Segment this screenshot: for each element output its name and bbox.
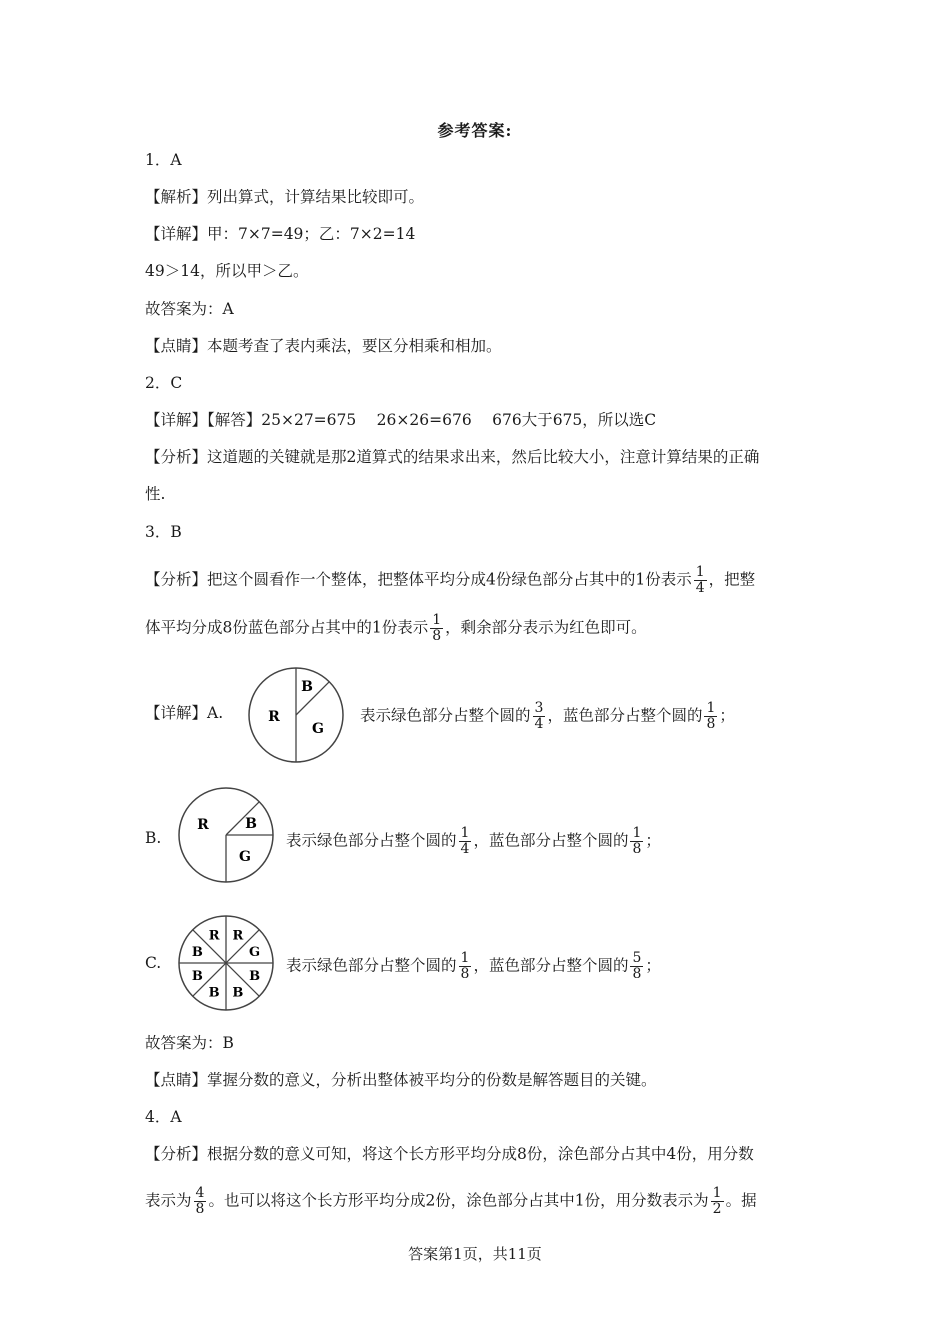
q2-analysis-line2: 性. xyxy=(145,485,166,503)
option-a-text-1: 表示绿色部分占整个圆的 xyxy=(360,706,531,725)
circle-figure-a xyxy=(247,666,345,764)
fraction-denominator: 8 xyxy=(706,716,716,732)
fraction-one-quarter xyxy=(694,565,707,596)
q3-head: 3．B xyxy=(145,523,182,541)
fraction-denominator: 8 xyxy=(432,628,442,644)
q3-analysis-line1 xyxy=(145,565,810,596)
fraction-numerator: 3 xyxy=(534,700,544,716)
fraction-numerator: 1 xyxy=(632,825,642,841)
q1-compare: 49＞14，所以甲＞乙。 xyxy=(145,262,309,280)
fraction-denominator: 8 xyxy=(632,841,642,857)
region-label-b: B xyxy=(245,816,257,832)
q4-analysis-text-2c: 。据 xyxy=(725,1191,757,1210)
segment-label: R xyxy=(232,928,244,944)
q1-head: 1．A xyxy=(145,151,182,169)
option-c-description xyxy=(286,951,810,982)
q2-analysis-line1: 【分析】这道题的关键就是那2道算式的结果求出来，然后比较大小，注意计算结果的正确 xyxy=(145,448,760,466)
option-b-label: B. xyxy=(145,829,162,847)
circle-figure-b xyxy=(177,786,275,884)
segment-label: B xyxy=(208,985,220,1001)
region-label-r: R xyxy=(197,817,209,833)
option-b-text-2: ，蓝色部分占整个圆的 xyxy=(473,831,629,850)
segment-label: B xyxy=(191,968,203,984)
fraction-denominator: 8 xyxy=(632,966,642,982)
option-c-label: C. xyxy=(145,954,162,972)
q3-comment: 【点睛】掌握分数的意义，分析出整体被平均分的份数是解答题目的关键。 xyxy=(145,1071,657,1089)
region-label-g: G xyxy=(312,721,324,737)
fraction xyxy=(533,701,546,732)
fraction-numerator: 1 xyxy=(460,825,470,841)
fraction xyxy=(459,951,472,982)
fraction-numerator: 1 xyxy=(706,700,716,716)
q3-answer: 故答案为：B xyxy=(145,1034,234,1052)
fraction-numerator: 1 xyxy=(432,612,442,628)
q1-analysis: 【解析】列出算式，计算结果比较即可。 xyxy=(145,188,425,206)
q1-detail: 【详解】甲：7×7=49；乙：7×2=14 xyxy=(145,225,416,243)
option-c-text-3: ； xyxy=(645,956,661,975)
fraction xyxy=(459,826,472,857)
fraction-denominator: 4 xyxy=(460,841,470,857)
q2-head: 2．C xyxy=(145,374,183,392)
fraction-numerator: 1 xyxy=(460,950,470,966)
region-label-g: G xyxy=(239,849,251,865)
segment-label: B xyxy=(232,985,244,1001)
q4-analysis-line1: 【分析】根据分数的意义可知，将这个长方形平均分成8份，涂色部分占其中4份，用分数 xyxy=(145,1145,754,1163)
fraction-numerator: 1 xyxy=(712,1185,722,1201)
fraction-one-half xyxy=(711,1186,724,1217)
segment-label: G xyxy=(249,945,261,961)
option-c-text-2: ，蓝色部分占整个圆的 xyxy=(473,956,629,975)
q4-analysis-line2 xyxy=(145,1186,810,1217)
fraction-numerator: 1 xyxy=(695,564,705,580)
region-label-b: B xyxy=(301,679,313,695)
q1-comment: 【点睛】本题考查了表内乘法，要区分相乘和相加。 xyxy=(145,337,502,355)
option-c-text-1: 表示绿色部分占整个圆的 xyxy=(286,956,457,975)
page-footer: 答案第1页，共11页 xyxy=(408,1245,542,1263)
fraction-denominator: 8 xyxy=(460,966,470,982)
option-b-text-3: ； xyxy=(645,831,661,850)
q3-analysis-text-1b: ，把整 xyxy=(708,570,756,589)
circle-figure-c xyxy=(177,914,275,1012)
segment-label: B xyxy=(249,968,261,984)
q2-detail: 【详解】【解答】25×27=675 26×26=676 676大于675，所以选C xyxy=(145,411,657,429)
region-label-r: R xyxy=(268,709,280,725)
fraction-denominator: 2 xyxy=(712,1201,722,1217)
q3-analysis-text-1a: 【分析】把这个圆看作一个整体，把整体平均分成4份绿色部分占其中的1份表示 xyxy=(145,570,692,589)
fraction xyxy=(630,951,643,982)
fraction xyxy=(630,826,643,857)
q4-head: 4．A xyxy=(145,1108,182,1126)
q4-analysis-text-2b: 。也可以将这个长方形平均分成2份，涂色部分占其中1份，用分数表示为 xyxy=(208,1191,709,1210)
fraction-one-eighth xyxy=(430,613,443,644)
option-a-description xyxy=(360,701,810,732)
option-a-text-2: ，蓝色部分占整个圆的 xyxy=(547,706,703,725)
fraction-numerator: 4 xyxy=(195,1185,205,1201)
q3-detail-prefix: 【详解】A. xyxy=(145,704,224,722)
fraction xyxy=(704,701,717,732)
q3-analysis-line2 xyxy=(145,613,810,644)
page-title: 参考答案: xyxy=(437,121,513,140)
q4-analysis-text-2a: 表示为 xyxy=(145,1191,192,1210)
fraction-denominator: 8 xyxy=(195,1201,205,1217)
fraction-four-eighths xyxy=(194,1186,207,1217)
segment-label: B xyxy=(191,945,203,961)
fraction-denominator: 4 xyxy=(534,716,544,732)
fraction-numerator: 5 xyxy=(632,950,642,966)
option-b-description xyxy=(286,826,810,857)
q3-analysis-text-2a: 体平均分成8份蓝色部分占其中的1份表示 xyxy=(145,618,429,637)
segment-label: R xyxy=(208,928,220,944)
q1-answer: 故答案为：A xyxy=(145,300,234,318)
option-b-text-1: 表示绿色部分占整个圆的 xyxy=(286,831,457,850)
q3-analysis-text-2b: ，剩余部分表示为红色即可。 xyxy=(445,618,647,637)
option-a-text-3: ； xyxy=(719,706,735,725)
fraction-denominator: 4 xyxy=(695,580,705,596)
